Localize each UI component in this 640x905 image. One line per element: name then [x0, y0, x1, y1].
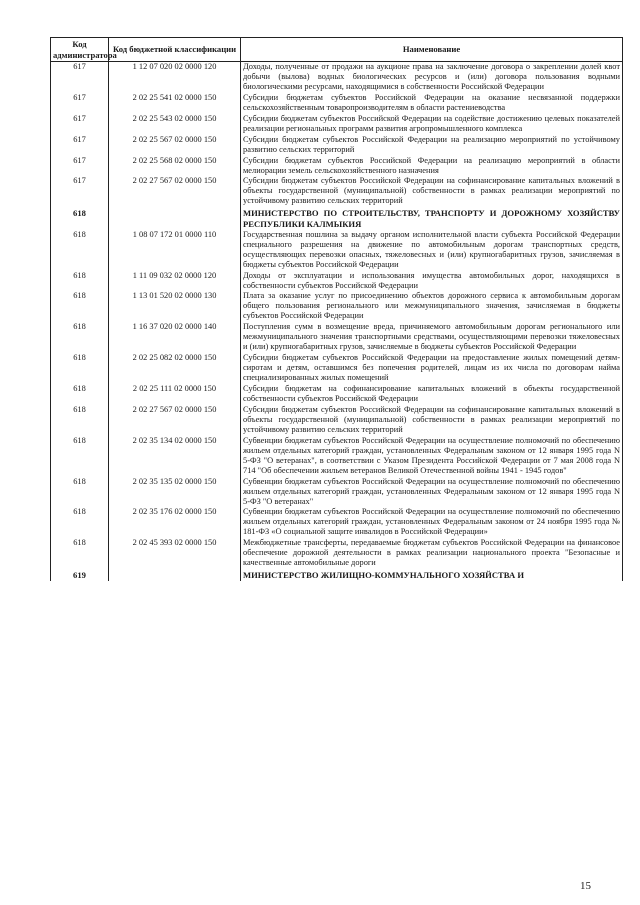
table-row [51, 507, 623, 538]
name-cell: Субвенции бюджетам субъектов Российской Федерации на осуществление полномочий по обеспечению жильем отдельных категорий граждан, установленных Федеральным законом от 24 ноября 1995 года № 181-ФЗ «О социальной защите инвалидов в Российской Федерации» [241, 507, 623, 538]
table-row [51, 135, 623, 156]
admin-code-cell: 617 [51, 62, 109, 93]
admin-code-cell: 617 [51, 93, 109, 114]
table-row [51, 353, 623, 384]
budget-code-cell: 1 08 07 172 01 0000 110 [109, 230, 241, 271]
table-row [51, 156, 623, 177]
name-cell: Доходы от эксплуатации и использования имущества автомобильных дорог, находящихся в собственности субъектов Российской Федерации [241, 271, 623, 292]
admin-code-cell: 618 [51, 405, 109, 436]
budget-classification-table [50, 37, 623, 581]
admin-code-cell: 618 [51, 207, 109, 229]
admin-code-cell: 618 [51, 384, 109, 405]
admin-code-cell: 617 [51, 135, 109, 156]
name-cell: Межбюджетные трансферты, передаваемые бюджетам субъектов Российской Федерации на финансовое обеспечение дорожной деятельности в рамках реализации национального проекта "Безопасные и качественные автомобильные дороги [241, 538, 623, 569]
admin-code-cell: 618 [51, 322, 109, 353]
table-header-row [51, 38, 623, 62]
header-name: Наименование [241, 38, 623, 62]
name-cell: Субсидии бюджетам на софинансирование капитальных вложений в объекты государственной собственности субъектов Российской Федерации [241, 384, 623, 405]
budget-code-cell: 1 13 01 520 02 0000 130 [109, 291, 241, 322]
budget-code-cell: 2 02 25 111 02 0000 150 [109, 384, 241, 405]
admin-code-cell: 618 [51, 230, 109, 271]
budget-code-cell: 2 02 35 135 02 0000 150 [109, 477, 241, 508]
admin-code-cell: 618 [51, 507, 109, 538]
admin-code-cell: 618 [51, 291, 109, 322]
table-row [51, 114, 623, 135]
table-row [51, 538, 623, 569]
ministry-heading-row [51, 569, 623, 581]
table-body [51, 62, 623, 582]
table-row [51, 384, 623, 405]
budget-code-cell: 1 16 37 020 02 0000 140 [109, 322, 241, 353]
table-row [51, 230, 623, 271]
ministry-heading-row [51, 207, 623, 229]
table-row [51, 291, 623, 322]
budget-code-cell: 1 12 07 020 02 0000 120 [109, 62, 241, 93]
budget-code-cell: 2 02 25 082 02 0000 150 [109, 353, 241, 384]
name-cell: Субсидии бюджетам субъектов Российской Федерации на содействие достижению целевых показателей реализации региональных программ развития агропромышленного комплекса [241, 114, 623, 135]
name-cell: Субсидии бюджетам субъектов Российской Федерации на предоставление жилых помещений детям-сиротам и детям, оставшимся без попечения родителей, лицам из их числа по договорам найма специализированных жилых помещений [241, 353, 623, 384]
admin-code-cell: 618 [51, 538, 109, 569]
name-cell: Субсидии бюджетам субъектов Российской Федерации на реализацию мероприятий в области мелиорации земель сельскохозяйственного назначения [241, 156, 623, 177]
admin-code-cell: 618 [51, 436, 109, 477]
header-code: Код бюджетной классификации [109, 38, 241, 62]
page-number: 15 [580, 880, 591, 892]
admin-code-cell: 619 [51, 569, 109, 581]
budget-code-cell: 2 02 45 393 02 0000 150 [109, 538, 241, 569]
budget-code-cell: 2 02 25 568 02 0000 150 [109, 156, 241, 177]
budget-code-cell: 1 11 09 032 02 0000 120 [109, 271, 241, 292]
table-row [51, 62, 623, 93]
table-row [51, 271, 623, 292]
admin-code-cell: 617 [51, 156, 109, 177]
name-cell: Государственная пошлина за выдачу органом исполнительной власти субъекта Российской Федерации специального разрешения на движение по автомобильным дорогам транспортных средств, осуществляющих перевозки опасных, тяжеловесных и (или) крупногабаритных грузов, зачисляемая в бюджеты субъектов Российской Федерации [241, 230, 623, 271]
name-cell: Субсидии бюджетам субъектов Российской Федерации на софинансирование капитальных вложений в объекты государственной (муниципальной) собственности в рамках реализации мероприятий по устойчивому развитию сельских территорий [241, 405, 623, 436]
header-admin: Код администратора [51, 38, 109, 62]
admin-code-cell: 618 [51, 271, 109, 292]
table-row [51, 176, 623, 207]
admin-code-cell: 618 [51, 477, 109, 508]
name-cell: Субвенции бюджетам субъектов Российской Федерации на осуществление полномочий по обеспечению жильем отдельных категорий граждан, установленных Федеральным законом от 12 января 1995 года N 5-ФЗ "О ветеранах", в соответствии с Указом Президента Российской Федерации от 7 мая 2008 года N 714 "Об обеспечении жильем ветеранов Великой Отечественной войны 1941 - 1945 годов" [241, 436, 623, 477]
budget-code-cell: 2 02 25 541 02 0000 150 [109, 93, 241, 114]
admin-code-cell: 618 [51, 353, 109, 384]
budget-code-cell [109, 569, 241, 581]
admin-code-cell: 617 [51, 114, 109, 135]
budget-code-cell [109, 207, 241, 229]
table-row [51, 405, 623, 436]
name-cell: Субсидии бюджетам субъектов Российской Федерации на оказание несвязанной поддержки сельскохозяйственным товаропроизводителям в области растениеводства [241, 93, 623, 114]
table-row [51, 93, 623, 114]
table-row [51, 477, 623, 508]
table-row [51, 436, 623, 477]
budget-code-cell: 2 02 25 543 02 0000 150 [109, 114, 241, 135]
admin-code-cell: 617 [51, 176, 109, 207]
name-cell: Субсидии бюджетам субъектов Российской Федерации на реализацию мероприятий по устойчивому развитию сельских территорий [241, 135, 623, 156]
name-cell: Поступления сумм в возмещение вреда, причиняемого автомобильным дорогам регионального или межмуниципального значения транспортными средствами, осуществляющими перевозки тяжеловесных и (или) крупногабаритных грузов, зачисляемые в бюджеты субъектов Российской Федерации [241, 322, 623, 353]
budget-code-cell: 2 02 25 567 02 0000 150 [109, 135, 241, 156]
name-cell: МИНИСТЕРСТВО ЖИЛИЩНО-КОММУНАЛЬНОГО ХОЗЯЙСТВА И [241, 569, 623, 581]
table-row [51, 322, 623, 353]
budget-code-cell: 2 02 27 567 02 0000 150 [109, 176, 241, 207]
budget-code-cell: 2 02 35 134 02 0000 150 [109, 436, 241, 477]
budget-code-cell: 2 02 27 567 02 0000 150 [109, 405, 241, 436]
name-cell: Плата за оказание услуг по присоединению объектов дорожного сервиса к автомобильным дорогам общего пользования регионального или межмуниципального значения, зачисляемая в бюджеты субъектов Российской Федерации [241, 291, 623, 322]
budget-table-container [50, 37, 622, 581]
name-cell: Субсидии бюджетам субъектов Российской Федерации на софинансирование капитальных вложений в объекты государственной (муниципальной) собственности в рамках реализации мероприятий по устойчивому развитию сельских территорий [241, 176, 623, 207]
name-cell: Субвенции бюджетам субъектов Российской Федерации на осуществление полномочий по обеспечению жильем отдельных категорий граждан, установленных Федеральным законом от 12 января 1995 года N 5-ФЗ "О ветеранах" [241, 477, 623, 508]
name-cell: Доходы, полученные от продажи на аукционе права на заключение договора о закреплении долей квот добычи (вылова) водных биологических ресурсов и (или) договора пользования водными биологическими ресурсами, находящимися в собственности Российской Федерации [241, 62, 623, 93]
name-cell: МИНИСТЕРСТВО ПО СТРОИТЕЛЬСТВУ, ТРАНСПОРТУ И ДОРОЖНОМУ ХОЗЯЙСТВУ РЕСПУБЛИКИ КАЛМЫКИЯ [241, 207, 623, 229]
budget-code-cell: 2 02 35 176 02 0000 150 [109, 507, 241, 538]
